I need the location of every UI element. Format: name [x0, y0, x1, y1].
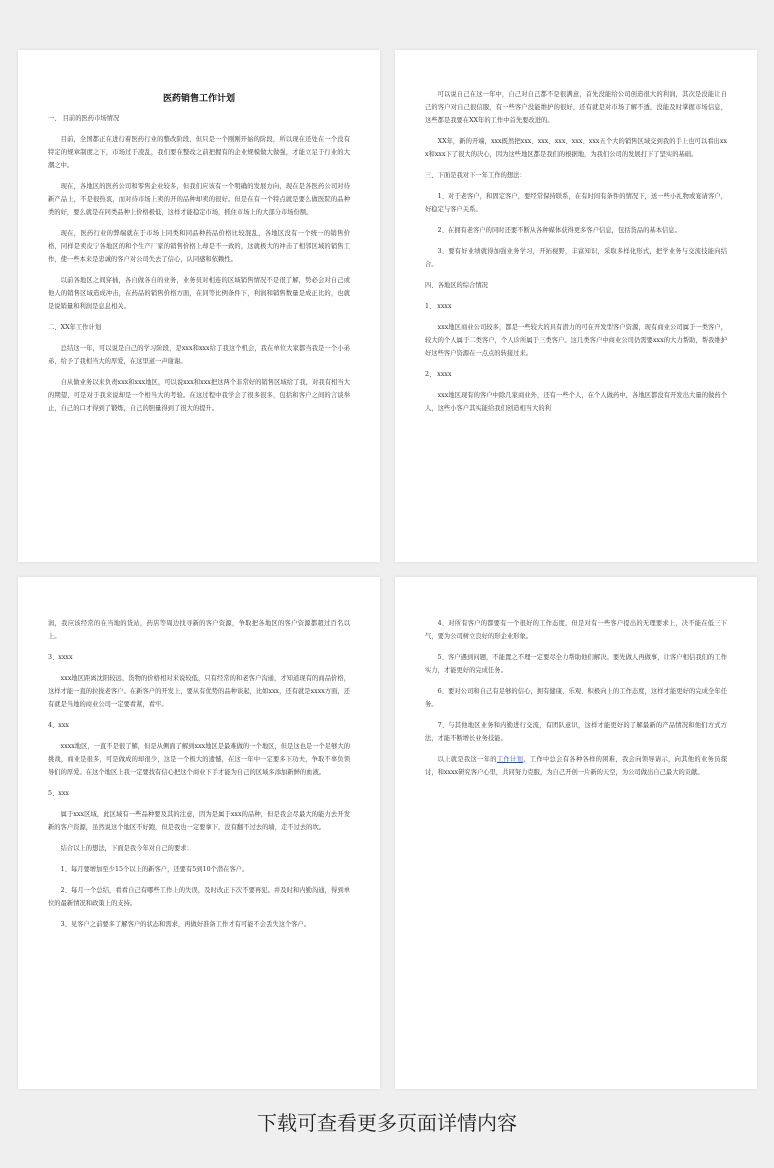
paragraph: 1、每月要增加至少15个以上的新客户，还要有5到10个潜在客户。 [60, 866, 249, 873]
section-heading: 三、下面是我对下一年工作的想法： [425, 172, 526, 179]
download-more-caption: 下载可查看更多页面详情内容 [257, 1111, 517, 1135]
subsection-heading: 2、 xxxx [425, 371, 452, 378]
section-heading: 二、XX年工作计划 [48, 324, 102, 331]
paragraph: xxx地区商业公司较多，都是一些较大的具有潜力的可在开发型客户资源，现有商业公司属于一类客户，较大的个人属于二类客户，个人诊所属于三类客户。这几类客户中商业公司仍需要xxx的大力帮助，帮我维护好这些客户资源在一点点的转接过来。 [425, 324, 727, 357]
section-heading: 四、各地区的综合情况 [425, 282, 488, 289]
paragraph: XX年，新的开端，xxx既然把xxx、xxx、xxx、xxx、xxx五个大的销售区域交到我的手上也可以看出xxx和xxx下了很大的决心，因为这些地区都是我们的根据地，为我们公司的发展打下了坚实的基础。 [425, 138, 727, 158]
subsection-heading: 4、xxx [48, 722, 69, 729]
paragraph: 总结这一年，可以说是自己的学习阶段，是xxx和xxx给了我这个机会，我在单位大家都当我是一个小弟弟，给予了我相当大的厚爱，在这里道一声谢谢。 [48, 345, 350, 365]
document-page-4 [395, 577, 757, 1089]
paragraph: 2、每月一个总结，看看自己有哪些工作上的失误，及时改正下次不要再犯。并及时和内勤沟通，得到单位的最新情况和政策上的支持。 [48, 887, 350, 907]
paragraph: 自从做业务以来负责xxx和xxx地区，可以说xxx和xxx把这两个非常好的销售区域给了我，对我有相当大的期望，可是对于我来说却是一个相当大的考验。在这过程中我学会了很多很多，包括和客户之间的言谈举止，自己的口才得到了锻炼，自己的胆量得到了很大的提升。 [48, 379, 350, 412]
work-plan-link[interactable]: 工作计划 [496, 756, 524, 763]
closing-paragraph [425, 753, 727, 779]
paragraph: 属于xxx区域，此区域有一些品种要及其的注意，因为是属于xxx的品种，但是我会尽最大的能力去开发新的客户资源，虽然说这个地区不好跑，但是我也一定要拿下，没有翻不过去的墙，走不过去的坎。 [48, 811, 350, 831]
document-page-2 [395, 50, 757, 562]
paragraph: 现在，医药行业的弊端就在于市场上同类和同品种药品价格比较混乱，各地区没有一个统一的销售价格，同样是卖皮宁各地区的和个生产厂家的销售价格上却是不一致的，这就极大的冲击了相邻区域的销售工作，使一些本来是忠诚的客户对公司失去了信心，认同感和依赖性。 [48, 230, 350, 263]
paragraph: 结合以上的想法，下面是我今年对自己的要求： [60, 845, 193, 852]
closing-text-after: ，工作中总会有各种各样的困难，我会向领导请示，向其他的业务员探讨，和xxxx研究客户心里，共同努力克服，为自己开创一片新的天空，为公司做出自己最大的贡献。 [425, 756, 728, 776]
section-heading: 一、 目前的医药市场情况 [48, 115, 120, 122]
document-page-3 [18, 577, 380, 1089]
paragraph: xxx地区现有的客户中除几家商业外，还有一些个人，在个人做药中，各地区都没有开发出大量的做药个人，这些小客户其实能给我们创造相当大的利 [425, 392, 727, 412]
paragraph: 5、客户遇到问题，不能置之不理一定要尽全力帮助他们解决。要先做人再做事，让客户相信我们的工作实力，才能更好的完成任务。 [425, 654, 727, 674]
paragraph: 可以说自己在这一年中，自己对自己都不是很满意，首先没能给公司创造很大的利润，其次是没能让自己的客户对自己很信服，有一些客户没能维护的很好，还有就是对市场了解不透，没能及时掌握市场信息，这些都是我要在XX年的工作中首先要改进的。 [425, 91, 727, 124]
paragraph: 6、要对公司和自己有足够的信心，拥有健康、乐观、积极向上的工作态度，这样才能更好的完成全年任务。 [425, 688, 727, 708]
paragraph: 润，我应该经常的在当地的货站，药店等周边找寻新的客户资源，争取把各地区的客户资源都超过百名以上。 [48, 620, 350, 640]
paragraph: 2、在拥有老客户的同时还要不断从各种媒体获得更多客户信息，包括货品的基本信息。 [437, 227, 681, 234]
closing-text-before: 以上就是我这一年的 [437, 756, 497, 763]
paragraph: 目前，全国都正在进行着医药行业的整改阶段，但只是一个刚刚开始的阶段，所以现在还处在一个没有特定的规章制度之下，市场过于凌乱，我们要在整改之前把握有的企业规模做大做强，才能立足于行业的大潮之中。 [48, 136, 350, 169]
paragraph: xxx地区距离沈阳较远，货物的价格相对来说较低，只有经常的和老客户沟通，才知道现有的商品价格，这样才能一直的拉拢老客户。在新客户的开发上，要从有优势的品种谈起，比如xxx，还有就是xxxx方面，还有就是当地的商业公司一定要看紧，看牢。 [48, 675, 350, 708]
document-title: 医药销售工作计划 [162, 94, 235, 104]
paragraph: 以前各地区之间穿插，各自做各自的业务，业务员对相连的区域销售情况不是很了解，势必会对自己或他人的销售区域造成冲击，在药品的销售价格方面，在同等比例条件下，利润和销售数量是成正比的，也就是说销量和利润是息息相关。 [48, 277, 350, 310]
document-page-1 [18, 50, 380, 562]
paragraph: 7、与其他地区业务和内勤进行交流，有团队意识，这样才能更好的了解最新的产品情况和他们方式方法，才能不断增长业务技能。 [425, 722, 727, 742]
paragraph: 1、对于老客户，和固定客户，要经常保持联系，在有时间有条件的情况下，送一些小礼物或宴请客户，好稳定与客户关系。 [425, 193, 727, 213]
subsection-heading: 1、 xxxx [425, 303, 452, 310]
subsection-heading: 3、xxxx [48, 654, 73, 661]
paragraph: xxxx地区，一直不是很了解，但是从侧面了解到xxx地区是最难做的一个地区，但是这也是一个足够大的挑战，商业是很多，可是做成的却很少，这是一个极大的遗憾，在这一年中一定要多下功夫，争取不辜负领导们的厚爱。在这个地区上我一定要找有信心把这个商业下手才能为自己的区域多添加新鲜的血液。 [48, 743, 350, 776]
paragraph: 3、要有好业绩就得加强业务学习，开拓视野，丰富知识，采取多样化形式，把学业务与交流技能向结合。 [425, 248, 727, 268]
subsection-heading: 5、xxx [48, 790, 69, 797]
paragraph: 3、见客户之前要多了解客户的状态和需求，再做好准备工作才有可能不会丢失这个客户。 [60, 921, 311, 928]
paragraph: 现在，各地区的医药公司和零售企业较多，但我们应该有一个明确的发展方向，现在是各医药公司对待新产品上，不是很热衷，而对待市场上卖的开的品种却卖的很好。但是在有一个特点就是要么做医院的品种类的好，要么就是在同类品种上价格极低，这样才能稳定市场，抓住市场上的大部分市场份额。 [48, 183, 350, 216]
paragraph: 4、对所有客户的都要有一个很好的工作态度，但是对有一些客户提出的无理要求上，决不能在低三下气，要为公司树立良好的形企业形象。 [425, 620, 727, 640]
